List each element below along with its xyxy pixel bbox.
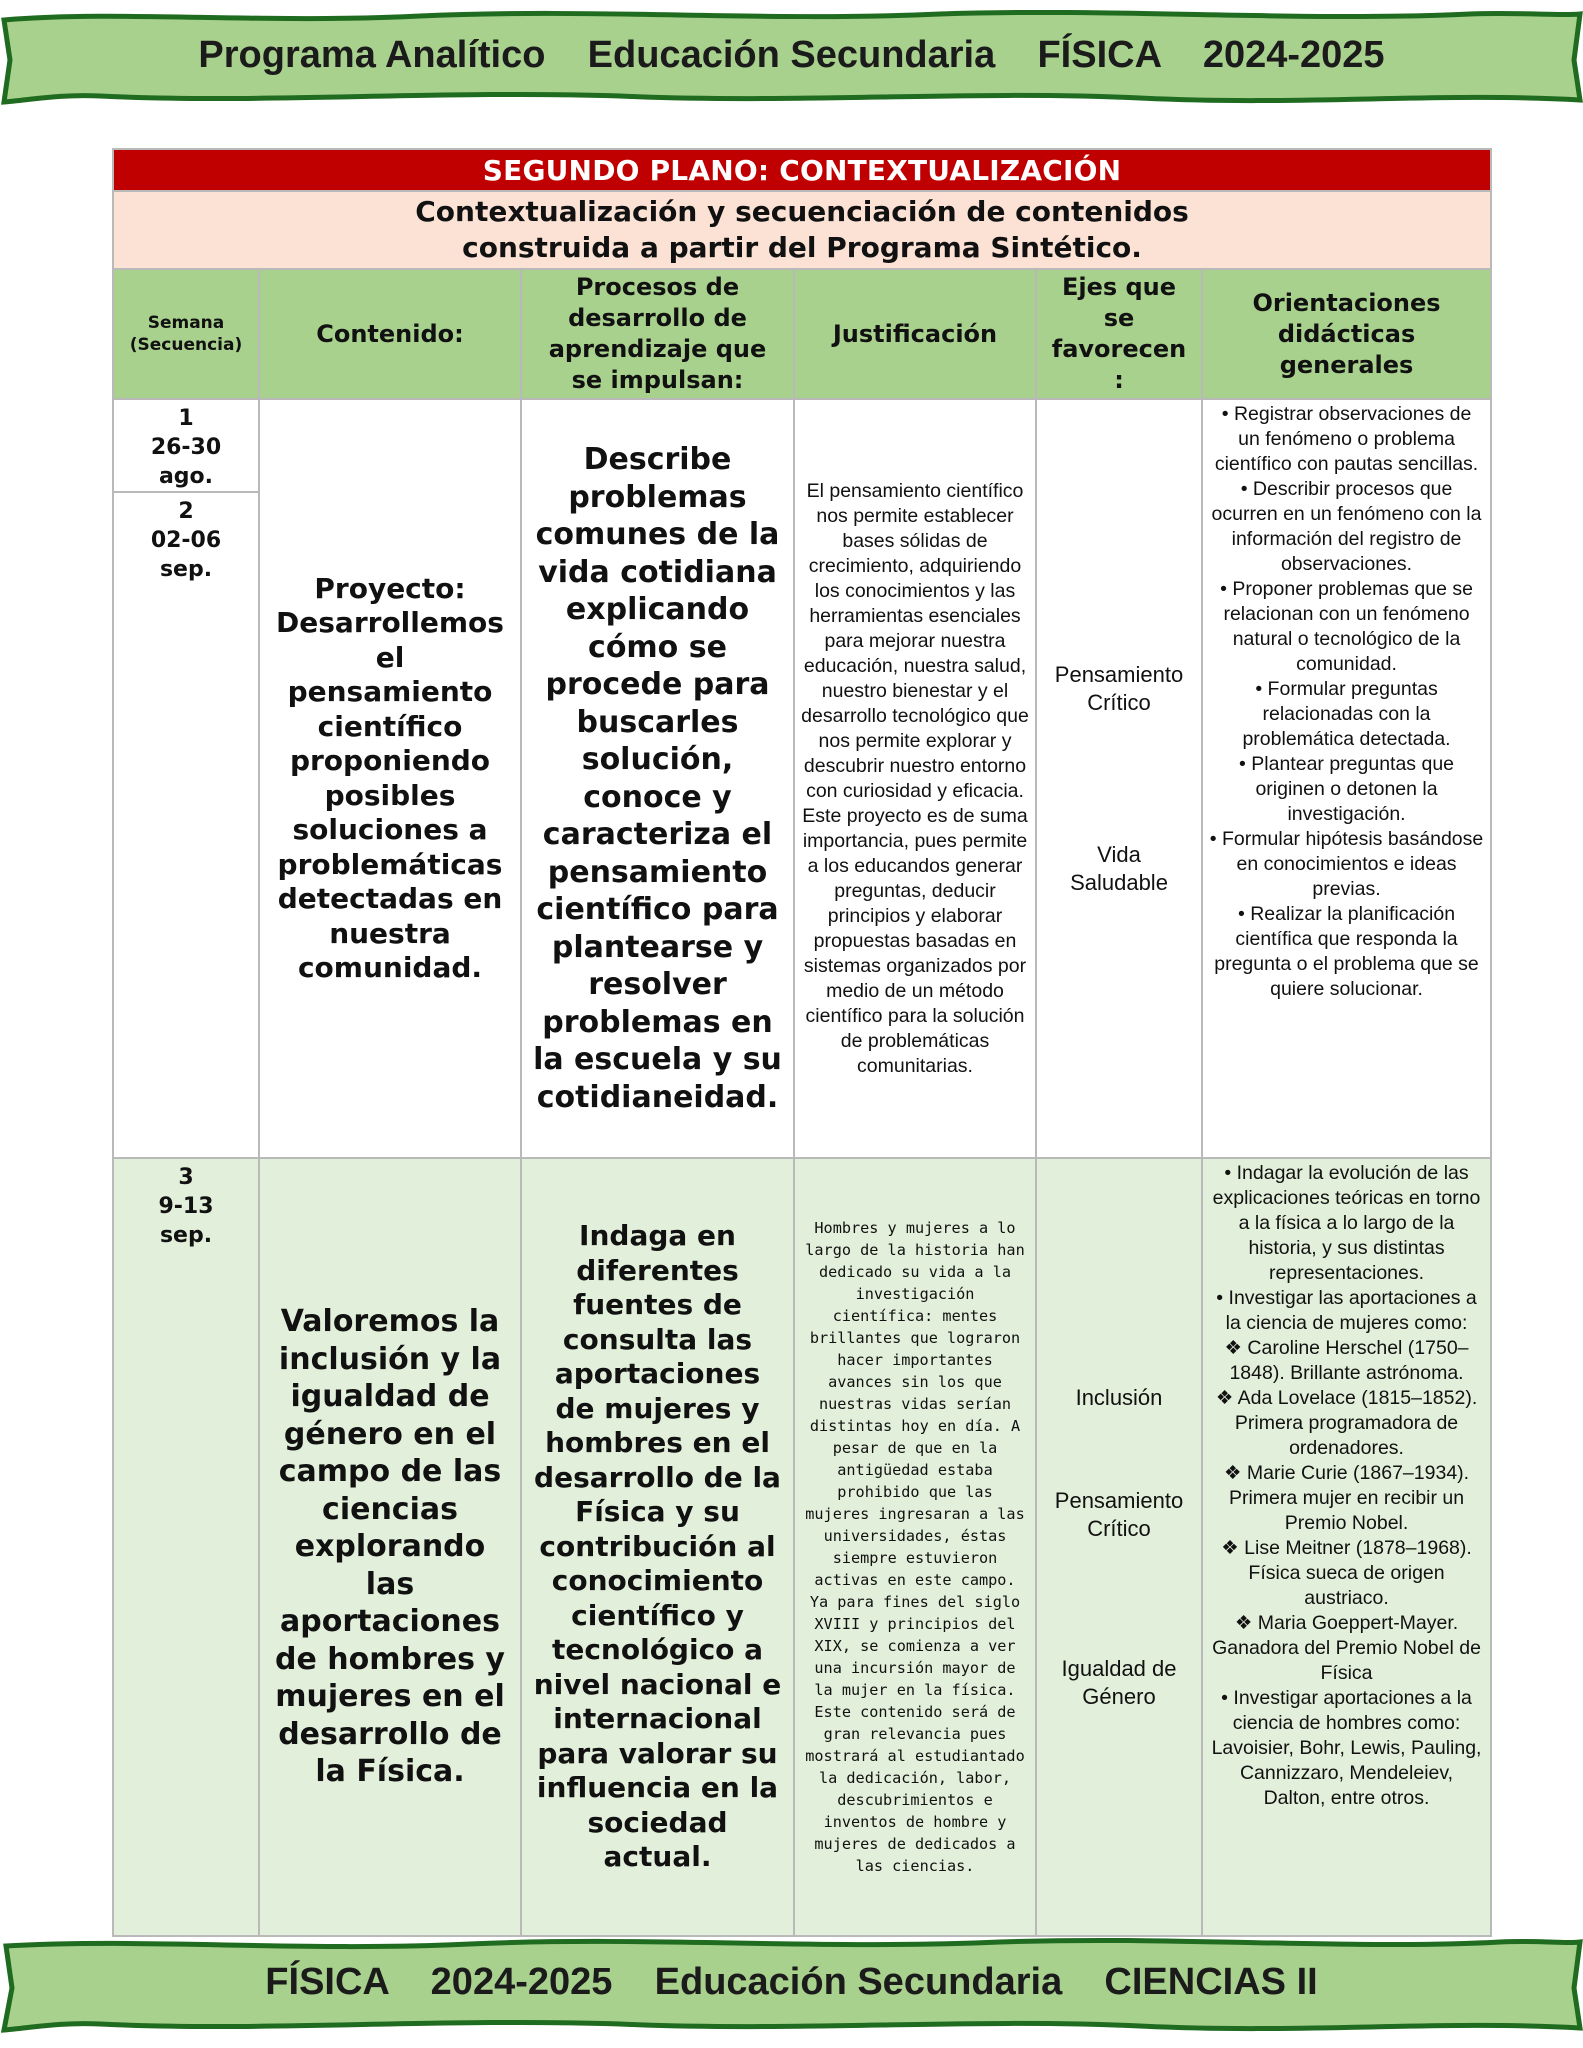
ejes-cell xyxy=(1036,1158,1202,1936)
subtitle-row xyxy=(113,191,1491,269)
footer-title: FÍSICA 2024-2025 Educación Secundaria CIENCIAS II xyxy=(265,1961,1318,2003)
orientacion-item: • Describir procesos que ocurren en un fenómeno con la información del registro de observaciones. xyxy=(1211,478,1482,575)
eje-item: Igualdad de Género xyxy=(1061,1655,1177,1709)
orientacion-item: • Plantear preguntas que originen o detonen la investigación. xyxy=(1239,753,1455,825)
orientacion-item: • Investigar las aportaciones a la ciencia de mujeres como: xyxy=(1216,1287,1477,1334)
table-subtitle xyxy=(113,191,1491,269)
eje-item: Pensamiento Crítico xyxy=(1054,1487,1184,1541)
header-procesos: Procesos de desarrollo de aprendizaje que se impulsan: xyxy=(521,269,794,399)
orientacion-item: ❖ Ada Lovelace (1815–1852). Primera programadora de ordenadores. xyxy=(1215,1387,1478,1459)
orientaciones-cell xyxy=(1202,1158,1491,1936)
header-row xyxy=(113,269,1491,399)
orientacion-item: ❖ Maria Goeppert-Mayer. Ganadora del Premio Nobel de Física xyxy=(1212,1612,1481,1684)
header-semana xyxy=(113,269,259,399)
orientacion-item: • Formular preguntas relacionadas con la problemática detectada. xyxy=(1242,678,1451,750)
eje-item: Inclusión xyxy=(1075,1384,1163,1410)
week-dates: 02-06 xyxy=(150,528,222,553)
header-semana-line2: (Secuencia) xyxy=(129,335,243,355)
subtitle-line-2: construida a partir del Programa Sintético. xyxy=(462,231,1142,264)
header-orientaciones: Orientaciones didácticas generales xyxy=(1202,269,1491,399)
week-cell xyxy=(113,492,259,1158)
footer-banner xyxy=(0,1928,1583,2048)
header-banner xyxy=(0,0,1583,120)
header-semana-line1: Semana xyxy=(147,313,225,333)
header-contenido: Contenido: xyxy=(259,269,521,399)
week-number: 2 xyxy=(178,499,194,524)
week-number: 1 xyxy=(178,406,194,431)
justificacion-cell: Hombres y mujeres a lo largo de la historia han dedicado su vida a la investigación científica: mentes brillantes que lograron hacer importantes avances sin los que nuestras vidas serían distintas hoy en día. A pesar de que en la antigüedad estaba prohibido que las mujeres ingresaran a las universidades, éstas siempre estuvieron activas en este campo. Ya para fines del siglo XVIII y principios del XIX, se comienza a ver una incursión mayor de la mujer en la física. Este contenido será de gran relevancia pues mostrará al estudiantado la dedicación, labor, descubrimientos e inventos de hombre y mujeres de dedicados a las ciencias. xyxy=(794,1158,1036,1936)
plan-title: SEGUNDO PLANO: CONTEXTUALIZACIÓN xyxy=(113,149,1491,191)
plan-title-row xyxy=(113,149,1491,191)
eje-item: Vida Saludable xyxy=(1070,841,1168,895)
contenido-cell: Valoremos la inclusión y la igualdad de género en el campo de las ciencias explorando las aportaciones de hombres y mujeres en el desarrollo de la Física. xyxy=(259,1158,521,1936)
subtitle-line-1: Contextualización y secuenciación de contenidos xyxy=(415,195,1189,228)
table-row xyxy=(113,399,1491,492)
procesos-cell: Indaga en diferentes fuentes de consulta las aportaciones de mujeres y hombres en el desarrollo de la Física y su contribución al conocimiento científico y tecnológico a nivel nacional e internacional para valorar su influencia en la sociedad actual. xyxy=(521,1158,794,1936)
week-dates: 9-13 xyxy=(158,1194,214,1219)
header-justificacion: Justificación xyxy=(794,269,1036,399)
week-month: sep. xyxy=(159,557,213,582)
orientacion-item: • Proponer problemas que se relacionan con un fenómeno natural o tecnológico de la comunidad. xyxy=(1220,578,1473,675)
ejes-cell xyxy=(1036,399,1202,1158)
content-table xyxy=(112,148,1492,1937)
orientacion-item: • Realizar la planificación científica que responda la pregunta o el problema que se quiere solucionar. xyxy=(1214,903,1479,1000)
week-cell xyxy=(113,1158,259,1936)
justificacion-cell: El pensamiento científico nos permite establecer bases sólidas de crecimiento, adquiriendo los conocimientos y las herramientas esenciales para mejorar nuestra educación, nuestra salud, nuestro bienestar y el desarrollo tecnológico que nos permite explorar y descubrir nuestro entorno con curiosidad y eficacia. Este proyecto es de suma importancia, pues permite a los educandos generar preguntas, deducir principios y elaborar propuestas basadas en sistemas organizados por medio de un método científico para la solución de problemáticas comunitarias. xyxy=(794,399,1036,1158)
orientacion-item: • Indagar la evolución de las explicaciones teóricas en torno a la física a lo largo de la historia, y sus distintas representaciones. xyxy=(1212,1162,1481,1284)
orientacion-item: • Investigar aportaciones a la ciencia de hombres como: Lavoisier, Bohr, Lewis, Pauling, Cannizzaro, Mendeleiev, Dalton, entre otros. xyxy=(1211,1687,1482,1809)
eje-item: Pensamiento Crítico xyxy=(1054,661,1184,715)
orientacion-item: ❖ Lise Meitner (1878–1968). Física sueca de origen austriaco. xyxy=(1221,1537,1472,1609)
procesos-cell: Describe problemas comunes de la vida cotidiana explicando cómo se procede para buscarles solución, conoce y caracteriza el pensamiento científico para plantearse y resolver problemas en la escuela y su cotidianeidad. xyxy=(521,399,794,1158)
week-dates: 26-30 xyxy=(150,435,222,460)
contenido-cell: Proyecto: Desarrollemos el pensamiento científico proponiendo posibles soluciones a problemáticas detectadas en nuestra comunidad. xyxy=(259,399,521,1158)
header-title: Programa Analítico Educación Secundaria FÍSICA 2024-2025 xyxy=(198,34,1385,76)
week-month: sep. xyxy=(159,1223,213,1248)
week-month: ago. xyxy=(158,464,214,489)
orientaciones-cell xyxy=(1202,399,1491,1158)
orientacion-item: ❖ Marie Curie (1867–1934). Primera mujer en recibir un Premio Nobel. xyxy=(1223,1462,1470,1534)
orientacion-item: • Registrar observaciones de un fenómeno o problema científico con pautas sencillas. xyxy=(1214,403,1479,475)
table-row xyxy=(113,1158,1491,1936)
week-number: 3 xyxy=(178,1165,194,1190)
header-ejes: Ejes que se favorecen : xyxy=(1036,269,1202,399)
orientacion-item: ❖ Caroline Herschel (1750–1848). Brillante astrónoma. xyxy=(1224,1337,1469,1384)
orientacion-item: • Formular hipótesis basándose en conocimientos e ideas previas. xyxy=(1209,828,1484,900)
week-cell xyxy=(113,399,259,492)
